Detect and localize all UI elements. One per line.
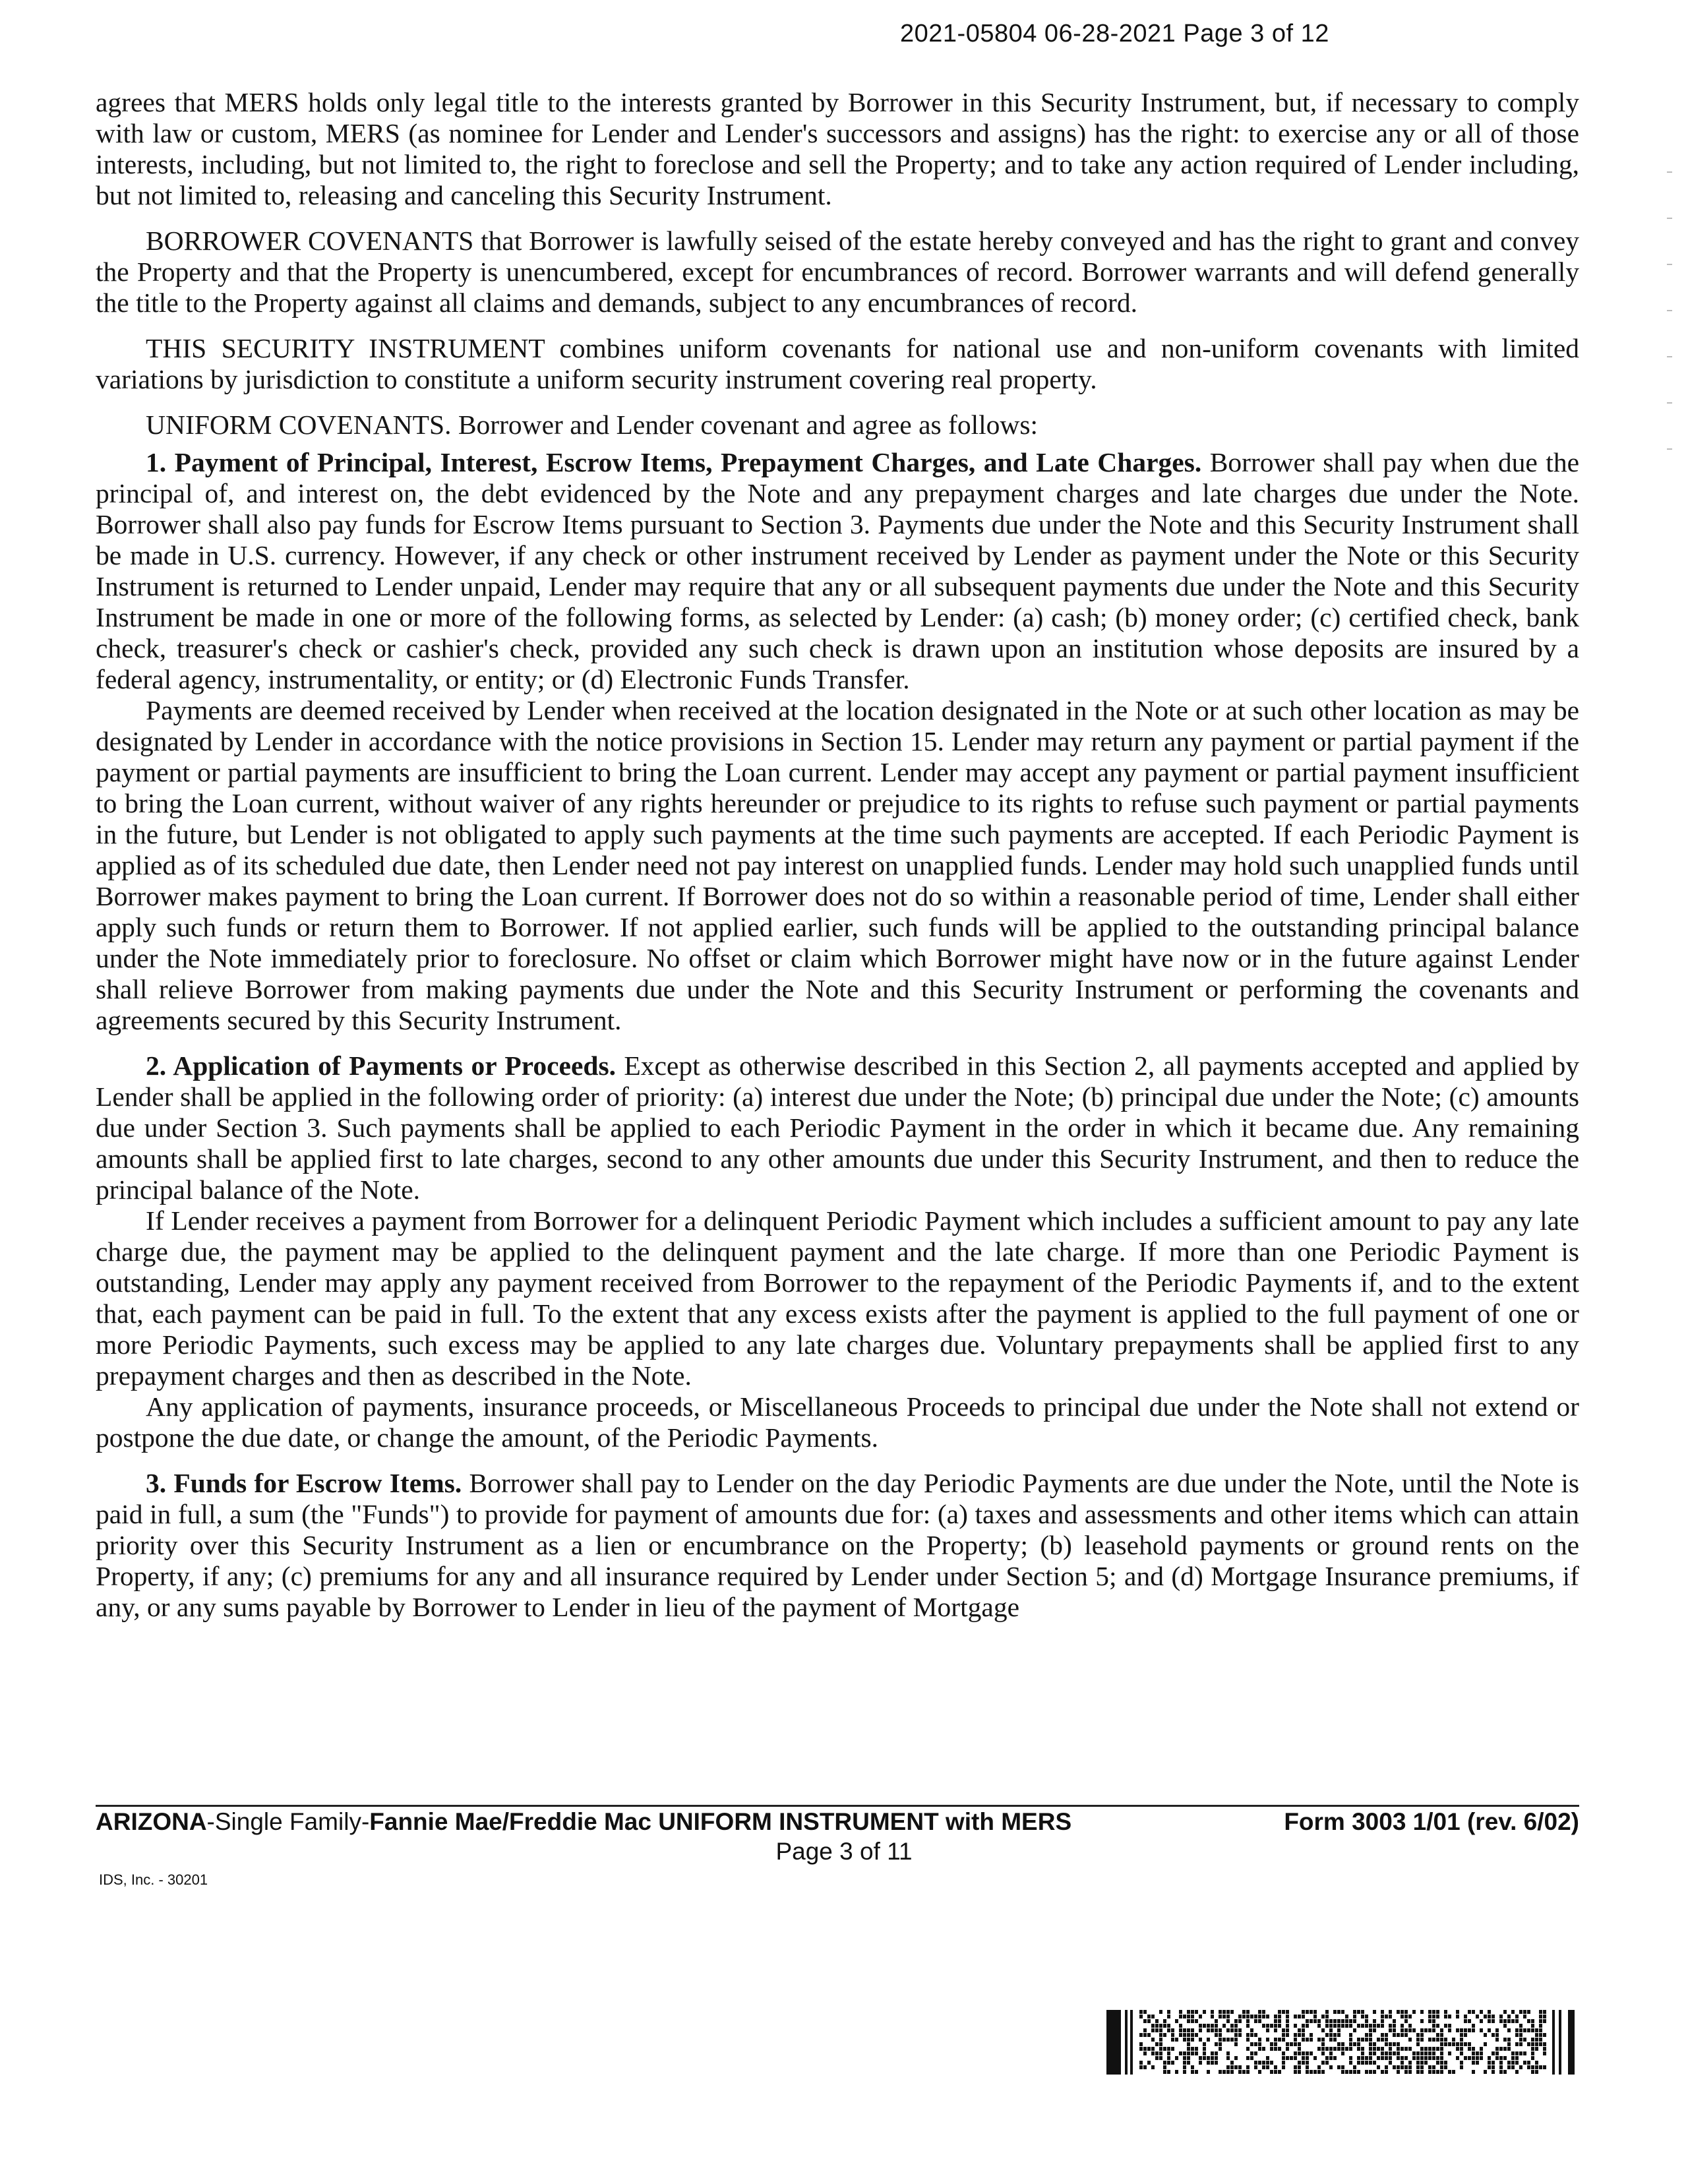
section-3-text: Borrower shall pay to Lender on the day Periodic Payments are due under the Note, until the Note is paid in full, a sum (the "Funds") to provide for payment of amounts due for: (a) taxes and assessments and other items which can attain priority over this Security Instrument as a lien or encumbrance on the Property; (b) leasehold payments or ground rents on the Property, if any; (c) premiums for any and all insurance required by Lender under Section 5; and (d) Mortgage Insurance premiums, if any, or any sums payable by Borrower to Lender in lieu of the payment of Mortgage xyxy=(96,1468,1580,1622)
continued-paragraph: agrees that MERS holds only legal title to the interests granted by Borrower in this Security Instrument, but, if necessary to comply with law or custom, MERS (as nominee for Lender and Lender's successors and assigns) has the right: to exercise any or all of those interests, including, but not limited to, the right to foreclose and sell the Property; and to take any action required of Lender including, but not limited to, releasing and canceling this Security Instrument. xyxy=(96,87,1579,210)
section-1-paragraph xyxy=(96,447,1579,695)
section-1-paragraph-2: Payments are deemed received by Lender when received at the location designated in the Note or at such other location as may be designated by Lender in accordance with the notice provisions in Section 15. Lender may return any payment or partial payment if the payment or partial payments are insufficient to bring the Loan current. Lender may accept any payment or partial payment insufficient to bring the Loan current, without waiver of any rights hereunder or prejudice to its rights to refuse such payment or partial payments in the future, but Lender is not obligated to apply such payments at the time such payments are accepted. If each Periodic Payment is applied as of its scheduled due date, then Lender need not pay interest on unapplied funds. Lender may hold such unapplied funds until Borrower makes payment to bring the Loan current. If Borrower does not do so within a reasonable period of time, Lender shall either apply such funds or return them to Borrower. If not applied earlier, such funds will be applied to the outstanding principal balance under the Note immediately prior to foreclosure. No offset or claim which Borrower might have now or in the future against Lender shall relieve Borrower from making payments due under the Note and this Security Instrument or performing the covenants and agreements secured by this Security Instrument. xyxy=(96,695,1579,1035)
section-2-paragraph-2: If Lender receives a payment from Borrower for a delinquent Periodic Payment which includes a sufficient amount to pay any late charge due, the payment may be applied to the delinquent payment and the late charge. If more than one Periodic Payment is outstanding, Lender may apply any payment received from Borrower to the repayment of the Periodic Payments if, and to the extent that, each payment can be paid in full. To the extent that any excess exists after the payment is applied to the full payment of one or more Periodic Payments, such excess may be applied to any late charges due. Voluntary prepayments shall be applied first to any prepayment charges and then as described in the Note. xyxy=(96,1205,1579,1391)
footer-state: ARIZONA xyxy=(96,1808,207,1835)
section-3-paragraph xyxy=(96,1468,1579,1623)
footer-vendor-code: IDS, Inc. - 30201 xyxy=(99,1871,208,1888)
section-3-heading: 3. Funds for Escrow Items. xyxy=(146,1468,462,1498)
section-1-text: Borrower shall pay when due the principal of, and interest on, the debt evidenced by the Note and any prepayment charges and late charges due under the Note. Borrower shall also pay funds for Escrow Items pursuant to Section 3. Payments due under the Note and this Security Instrument shall be made in U.S. currency. However, if any check or other instrument received by Lender as payment under the Note or this Security Instrument is returned to Lender unpaid, Lender may require that any or all subsequent payments due under the Note and this Security Instrument be made in one or more of the following forms, as selected by Lender: (a) cash; (b) money order; (c) certified check, bank check, treasurer's check or cashier's check, provided any such check is drawn upon an institution whose deposits are insured by a federal agency, instrumentality, or entity; or (d) Electronic Funds Transfer. xyxy=(96,447,1579,694)
footer-page-number: Page 3 of 11 xyxy=(775,1838,913,1865)
section-2-text: Except as otherwise described in this Section 2, all payments accepted and applied by Lender shall be applied in the following order of priority: (a) interest due under the Note; (b) principal due under the Note; (c) amounts due under Section 3. Such payments shall be applied to each Periodic Payment in the order in which it became due. Any remaining amounts shall be applied first to late charges, second to any other amounts due under this Security Instrument, and then to reduce the principal balance of the Note. xyxy=(96,1050,1579,1205)
form-footer xyxy=(96,1808,1579,1836)
document-body xyxy=(96,87,1579,1623)
footer-form-number: Form 3003 1/01 (rev. 6/02) xyxy=(1284,1808,1579,1835)
recording-header: 2021-05804 06-28-2021 Page 3 of 12 xyxy=(900,20,1329,47)
footer-property-type: -Single Family- xyxy=(206,1808,370,1835)
security-instrument-paragraph: THIS SECURITY INSTRUMENT combines uniform covenants for national use and non-uniform covenants with limited variations by jurisdiction to constitute a uniform security instrument covering real property. xyxy=(96,333,1579,394)
margin-marks xyxy=(1667,171,1673,514)
section-2-paragraph xyxy=(96,1050,1579,1205)
section-2-paragraph-3: Any application of payments, insurance proceeds, or Miscellaneous Proceeds to principal due under the Note shall not extend or postpone the due date, or change the amount, of the Periodic Payments. xyxy=(96,1391,1579,1453)
section-1-heading: 1. Payment of Principal, Interest, Escrow Items, Prepayment Charges, and Late Charges. xyxy=(146,447,1202,477)
footer-divider xyxy=(96,1805,1579,1807)
uniform-covenants-paragraph: UNIFORM COVENANTS. Borrower and Lender covenant and agree as follows: xyxy=(146,410,1039,440)
section-2-heading: 2. Application of Payments or Proceeds. xyxy=(146,1050,616,1081)
barcode-icon xyxy=(1106,2010,1576,2075)
footer-instrument: Fannie Mae/Freddie Mac UNIFORM INSTRUMENT with MERS xyxy=(369,1808,1072,1835)
borrower-covenants-paragraph: BORROWER COVENANTS that Borrower is lawfully seised of the estate hereby conveyed and has the right to grant and convey the Property and that the Property is unencumbered, except for encumbrances of record. Borrower warrants and will defend generally the title to the Property against all claims and demands, subject to any encumbrances of record. xyxy=(96,226,1579,318)
